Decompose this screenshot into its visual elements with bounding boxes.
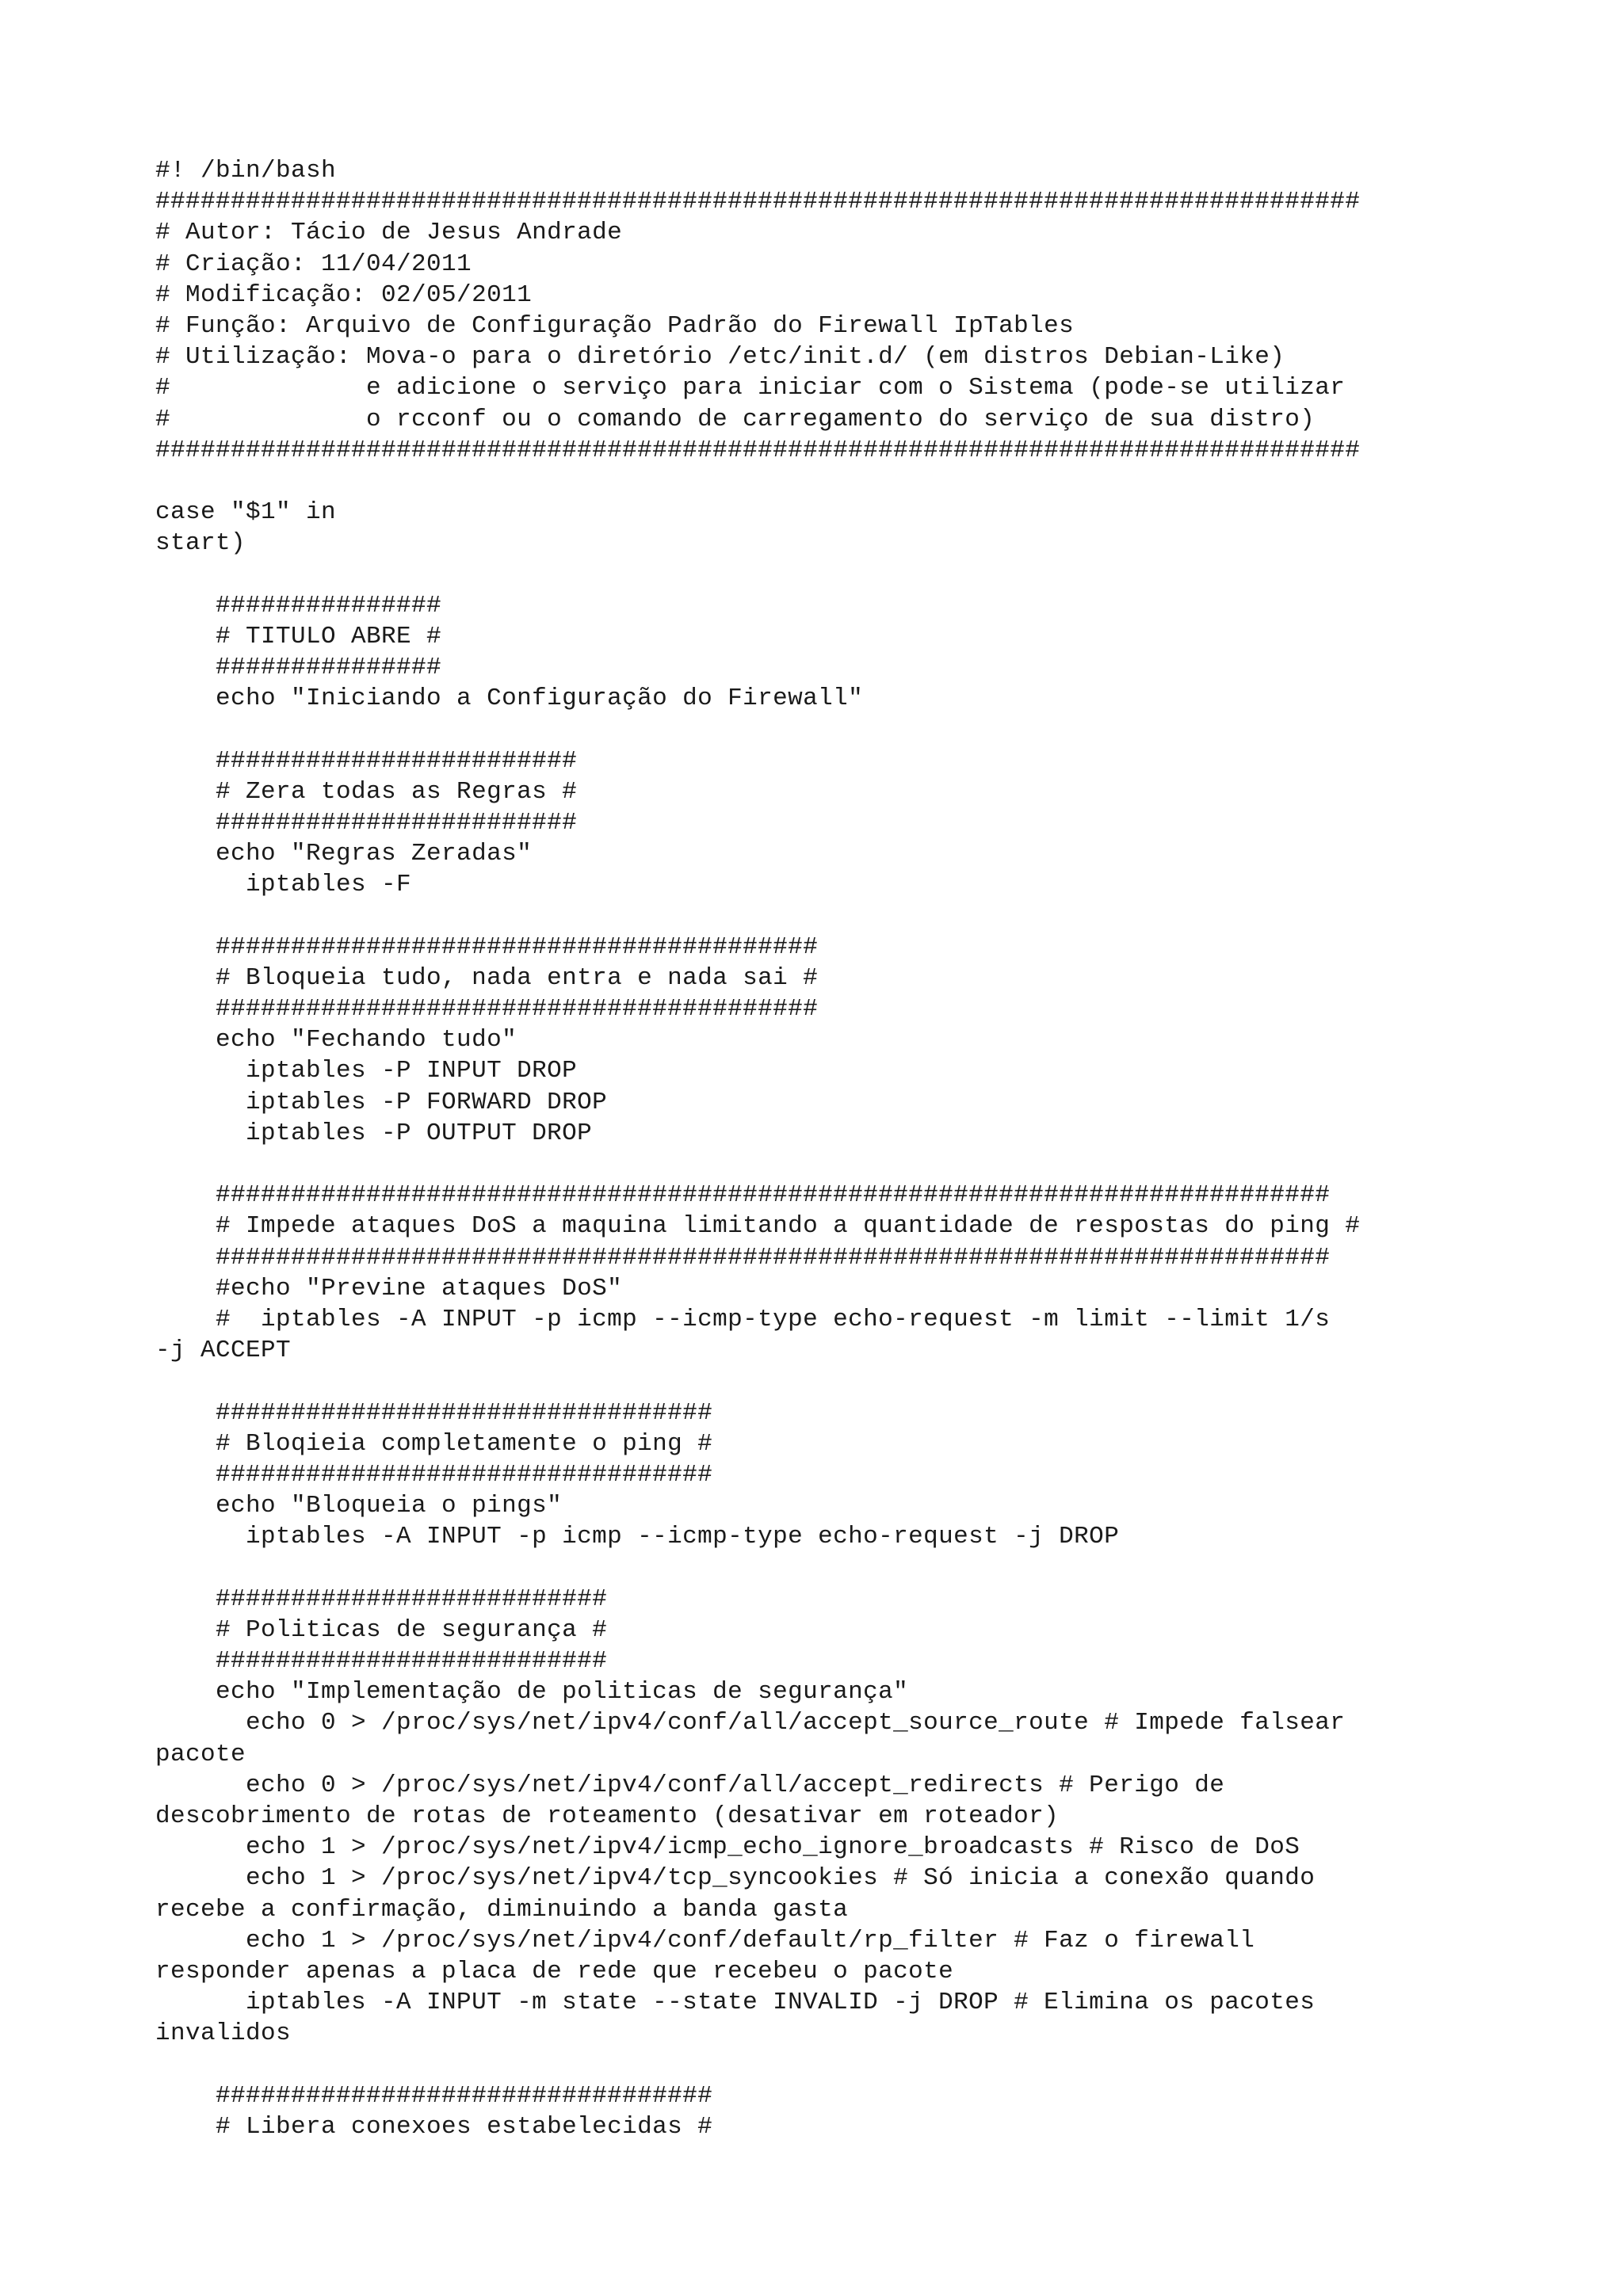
code-line: echo "Regras Zeradas"	[155, 840, 533, 868]
code-line: iptables -F	[155, 871, 412, 899]
code-line: ##########################	[155, 1585, 608, 1613]
code-line: # Bloqueia tudo, nada entra e nada sai #	[155, 963, 819, 992]
code-line: # Função: Arquivo de Configuração Padrão do Firewall IpTables	[155, 311, 1075, 340]
code-line: #! /bin/bash	[155, 157, 337, 185]
code-line: #################################	[155, 1398, 713, 1427]
blank-line	[155, 1366, 1582, 1397]
code-line: # TITULO ABRE #	[155, 622, 442, 650]
code-line: start)	[155, 529, 246, 558]
code-line: iptables -A INPUT -p icmp --icmp-type echo-request -j DROP	[155, 1523, 1120, 1551]
code-line: echo 1 > /proc/sys/net/ipv4/conf/default/rp_filter # Faz o firewall	[155, 1926, 1255, 1955]
code-line: pacote	[155, 1740, 246, 1768]
code-line: # o rcconf ou o comando de carregamento do serviço de sua distro)	[155, 405, 1316, 433]
code-line: # Autor: Tácio de Jesus Andrade	[155, 219, 623, 247]
code-line: iptables -P FORWARD DROP	[155, 1088, 608, 1116]
code-line: recebe a confirmação, diminuindo a banda gasta	[155, 1895, 849, 1924]
code-line: ########################################	[155, 995, 819, 1024]
code-line: # Libera conexoes estabelecidas #	[155, 2112, 713, 2141]
blank-line	[155, 901, 1582, 932]
code-line: # Bloqieia completamente o ping #	[155, 1429, 713, 1458]
code-line: ################################################################################	[155, 436, 1361, 464]
code-line: # iptables -A INPUT -p icmp --icmp-type echo-request -m limit --limit 1/s	[155, 1305, 1331, 1333]
code-line: descobrimento de rotas de roteamento (desativar em roteador)	[155, 1802, 1060, 1830]
code-line: # Zera todas as Regras #	[155, 777, 578, 806]
code-line: echo 1 > /proc/sys/net/ipv4/tcp_syncookies # Só inicia a conexão quando	[155, 1864, 1316, 1893]
code-line: ########################################	[155, 933, 819, 961]
code-line: responder apenas a placa de rede que recebeu o pacote	[155, 1957, 954, 1985]
code-line: ##########################	[155, 1647, 608, 1675]
code-line: echo 1 > /proc/sys/net/ipv4/icmp_echo_ignore_broadcasts # Risco de DoS	[155, 1833, 1300, 1862]
code-line: # Politicas de segurança #	[155, 1615, 608, 1644]
blank-line	[155, 714, 1582, 745]
blank-line	[155, 1552, 1582, 1583]
blank-line	[155, 559, 1582, 589]
code-line: #################################	[155, 1460, 713, 1489]
code-line: ################################################################################	[155, 188, 1361, 216]
code-line: invalidos	[155, 2019, 292, 2048]
code-line: iptables -P OUTPUT DROP	[155, 1119, 593, 1147]
code-line: #################################	[155, 2081, 713, 2110]
code-line: ###############	[155, 591, 442, 620]
code-line: ########################	[155, 746, 578, 775]
blank-line	[155, 466, 1582, 497]
code-line: echo "Implementação de politicas de segurança"	[155, 1678, 909, 1707]
code-line: echo "Fechando tudo"	[155, 1026, 517, 1055]
code-line: iptables -P INPUT DROP	[155, 1057, 578, 1085]
code-line: #echo "Previne ataques DoS"	[155, 1274, 623, 1302]
code-line: ##########################################################################	[155, 1243, 1331, 1272]
code-line: echo 0 > /proc/sys/net/ipv4/conf/all/accept_source_route # Impede falsear	[155, 1709, 1346, 1737]
code-line: echo "Iniciando a Configuração do Firewall"	[155, 685, 864, 713]
code-line: echo 0 > /proc/sys/net/ipv4/conf/all/accept_redirects # Perigo de	[155, 1771, 1225, 1799]
code-line: ##########################################################################	[155, 1181, 1331, 1210]
code-line: ###############	[155, 654, 442, 681]
code-line: # e adicione o serviço para iniciar com o Sistema (pode-se utilizar	[155, 374, 1346, 402]
code-line: # Modificação: 02/05/2011	[155, 280, 533, 309]
code-line: ########################	[155, 808, 578, 837]
blank-line	[155, 2049, 1582, 2080]
blank-line	[155, 1149, 1582, 1180]
code-line: echo "Bloqueia o pings"	[155, 1492, 563, 1520]
code-line: case "$1" in	[155, 498, 337, 527]
script-document	[155, 155, 1582, 2142]
code-line: -j ACCEPT	[155, 1337, 292, 1365]
code-line: # Utilização: Mova-o para o diretório /etc/init.d/ (em distros Debian-Like)	[155, 343, 1285, 372]
code-line: # Impede ataques DoS a maquina limitando a quantidade de respostas do ping #	[155, 1212, 1361, 1241]
code-line: iptables -A INPUT -m state --state INVALID -j DROP # Elimina os pacotes	[155, 1989, 1316, 2017]
code-line: # Criação: 11/04/2011	[155, 250, 472, 278]
